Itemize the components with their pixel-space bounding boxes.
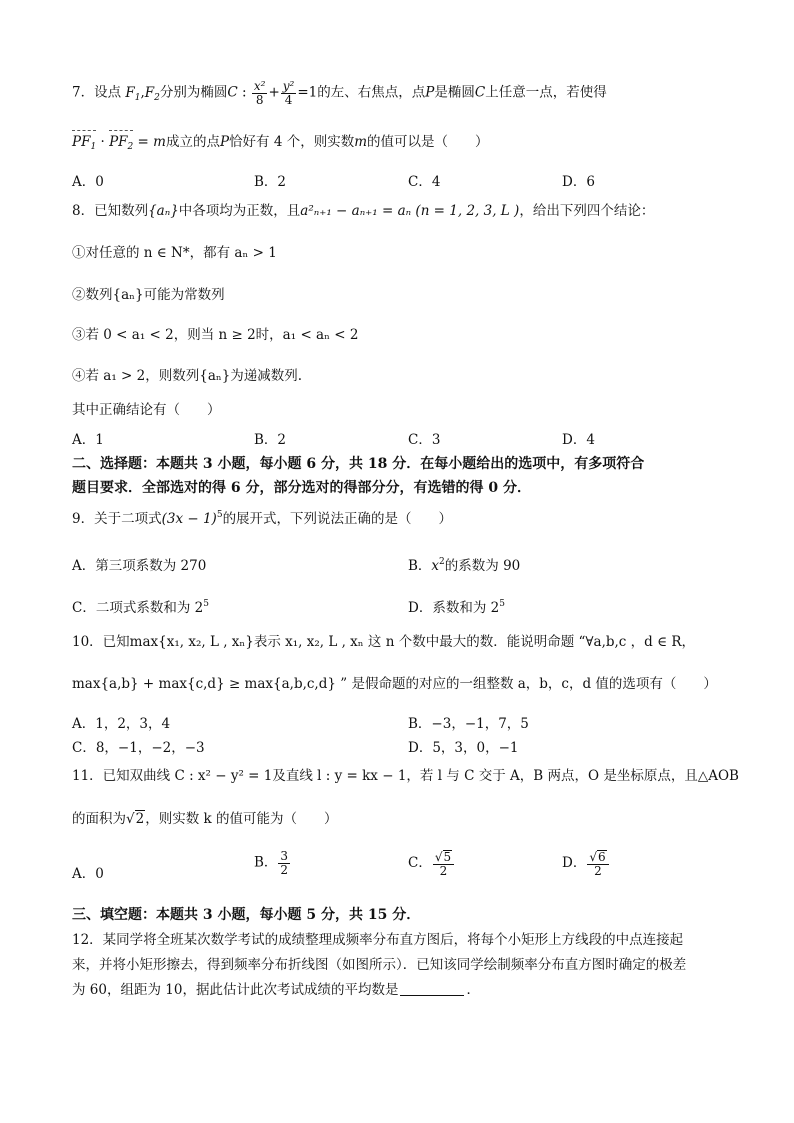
fraction-y2-4: $\frac{\text{y²}}{4}$	[282, 79, 295, 107]
q8-conclusion-3: ③若 0 < a₁ < 2，则当 n ≥ 2时，a₁ < aₙ < 2	[72, 327, 359, 343]
q7-option-c: C．4	[408, 174, 441, 190]
section-2-heading-line2: 题目要求．全部选对的得 6 分，部分选对的得部分分，有选错的得 0 分．	[72, 480, 531, 496]
vector-pf2: $PF_2$	[109, 134, 134, 152]
q10-line2: max{a,b} + max{c,d} ≥ max{a,b,c,d} ” 是假命题的对应的一组整数 a，b，c，d 值的选项有（ ）	[72, 676, 717, 692]
q11-line1: 11．已知双曲线 C : x² − y² = 1及直线 l : y = kx − 1，若 l 与 C 交于 A，B 两点，O 是坐标原点，且△AOB	[72, 768, 739, 784]
q8-option-d: D．4	[562, 432, 595, 448]
q10-option-a: A．1，2，3，4	[72, 716, 171, 732]
q11-option-d: D． $\frac{√6}{2}$	[562, 850, 610, 877]
vector-pf1: $PF_1$	[72, 134, 97, 152]
q7-line1: 7．设点 $F_1,F_2$分别为椭圆C : $\frac{\text{x²}}{8}$ + $\frac{\text{y²}}{4}$ =1的左、右焦点，点P是椭圆C上任意一点，若使得	[72, 79, 607, 107]
q7-line2: $PF_1 \cdot PF_2 = m$成立的点P恰好有 4 个，则实数m的值可以是（ ）	[72, 134, 489, 152]
q11-option-c: C． $\frac{√5}{2}$	[408, 850, 455, 877]
q8-option-c: C．3	[408, 432, 441, 448]
q9-option-a: A．第三项系数为 270	[72, 558, 207, 574]
q11-option-b: B． $\frac{3}{2}$	[254, 849, 289, 877]
q8-ask: 其中正确结论有（ ）	[72, 402, 221, 418]
q7-option-d: D．6	[562, 174, 595, 190]
q11-line2: 的面积为√2，则实数 k 的值可能为（ ）	[72, 811, 338, 827]
q12-line3: 为 60，组距为 10，据此估计此次考试成绩的平均数是 ．	[72, 982, 480, 998]
q10-line1: 10．已知max{x₁, x₂, L , xₙ}表示 x₁, x₂, L , xₙ 这 n 个数中最大的数．能说明命题 “∀a,b,c ，d ∈ R，	[72, 634, 696, 650]
q8-conclusion-1: ①对任意的 n ∈ N*，都有 aₙ > 1	[72, 245, 277, 261]
section-2-heading-line1: 二、选择题：本题共 3 小题，每小题 6 分，共 18 分．在每小题给出的选项中，有多项符合	[72, 456, 645, 472]
section-3-heading: 三、填空题：本题共 3 小题，每小题 5 分，共 15 分．	[72, 907, 421, 923]
q12-line2: 来，并将小矩形擦去，得到频率分布折线图（如图所示）．已知该同学绘制频率分布直方图时确定的极差	[72, 957, 687, 973]
q9-option-b: B．$x^2$的系数为 90	[408, 557, 521, 574]
q8-conclusion-2: ②数列{aₙ}可能为常数列	[72, 287, 225, 303]
q10-option-c: C．8，−1，−2，−3	[72, 740, 205, 756]
q8-option-b: B．2	[254, 432, 287, 448]
q12-line1: 12．某同学将全班某次数学考试的成绩整理成频率分布直方图后，将每个小矩形上方线段的中点连接起	[72, 932, 684, 948]
q11-option-a: A．0	[72, 866, 104, 882]
q10-option-d: D．5，3，0，−1	[408, 740, 519, 756]
q10-option-b: B．−3，−1，7，5	[408, 716, 529, 732]
q8-stem: 8．已知数列{aₙ}中各项均为正数，且a²ₙ₊₁ − aₙ₊₁ = aₙ (n = 1, 2, 3, L )，给出下列四个结论：	[72, 203, 655, 219]
q8-option-a: A．1	[72, 432, 104, 448]
fraction-x2-8: $\frac{\text{x²}}{8}$	[253, 79, 266, 107]
q8-conclusion-4: ④若 a₁ > 2，则数列{aₙ}为递减数列.	[72, 368, 303, 384]
q7-option-b: B．2	[254, 174, 287, 190]
q9-stem: 9．关于二项式$(3x - 1)^5$的展开式，下列说法正确的是（ ）	[72, 510, 453, 527]
q9-option-c: C．二项式系数和为 $2^5$	[72, 599, 209, 616]
answer-blank[interactable]	[400, 995, 464, 996]
q7-option-a: A．0	[72, 174, 104, 190]
q9-option-d: D．系数和为 $2^5$	[408, 599, 505, 616]
